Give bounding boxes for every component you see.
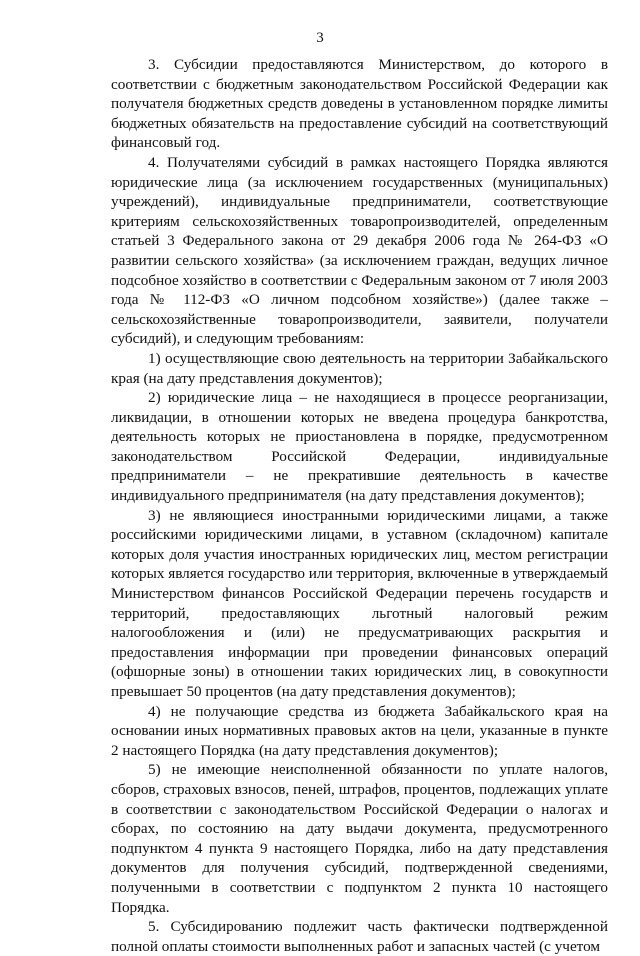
- page-number: 3: [316, 30, 324, 46]
- paragraph-5-subsidized-part: 5. Субсидированию подлежит часть фактически подтвержденной полной оплаты стоимости выполненных работ и запасных частей (с учетом: [111, 918, 608, 955]
- paragraph-3-subsidies-provider: 3. Субсидии предоставляются Министерством, до которого в соответствии с бюджетным законодательством Российской Федерации как получателя бюджетных средств доведены в установленном порядке лимиты бюджетных обязательств на предоставление субсидий на соответствующий финансовый год.: [111, 56, 608, 152]
- document-body: [111, 55, 608, 956]
- requirement-4-no-other-funds: 4) не получающие средства из бюджета Забайкальского края на основании иных нормативных правовых актов на цели, указанные в пункте 2 настоящего Порядка (на дату представления документов);: [111, 702, 608, 759]
- requirement-2-no-reorganization: 2) юридические лица – не находящиеся в процессе реорганизации, ликвидации, в отношении которых не введена процедура банкротства, деятельность которых не приостановлена в порядке, предусмотренном законодательством Российской Федерации, индивидуальные предприниматели – не прекратившие деятельность в качестве индивидуального предпринимателя (на дату представления документов);: [111, 389, 608, 505]
- paragraph-4-recipients: 4. Получателями субсидий в рамках настоящего Порядка являются юридические лица (за исключением государственных (муниципальных) учреждений), индивидуальные предприниматели, соответствующие критериям сельскохозяйственных товаропроизводителей, определенным статьей 3 Федерального закона от 29 декабря 2006 года № 264-ФЗ «О развитии сельского хозяйства» (за исключением граждан, ведущих личное подсобное хозяйство в соответствии с Федеральным законом от 7 июля 2003 года № 112-ФЗ «О личном подсобном хозяйстве») (далее также – сельскохозяйственные товаропроизводители, заявители, получатели субсидий), и следующим требованиям:: [111, 153, 608, 348]
- requirement-5-no-tax-debt: 5) не имеющие неисполненной обязанности по уплате налогов, сборов, страховых взносов, пеней, штрафов, процентов, подлежащих уплате в соответствии с законодательством Российской Федерации о налогах и сборах, по состоянию на дату выдачи документа, предусмотренного подпунктом 4 пункта 9 настоящего Порядка, либо на дату представления документов для получения субсидий, подтвержденной сведениями, полученными в соответствии с подпунктом 2 пункта 10 настоящего Порядка.: [111, 761, 608, 916]
- requirement-1-territory: 1) осуществляющие свою деятельность на территории Забайкальского края (на дату представления документов);: [111, 349, 608, 387]
- requirement-3-not-foreign: 3) не являющиеся иностранными юридическими лицами, а также российскими юридическими лицами, в уставном (складочном) капитале которых доля участия иностранных юридических лиц, местом регистрации которых является государство или территория, включенные в утверждаемый Министерством финансов Российской Федерации перечень государств и территорий, предоставляющих льготный налоговый режим налогообложения и (или) не предусматривающих раскрытия и предоставления информации при проведении финансовых операций (офшорные зоны) в отношении таких юридических лиц, в совокупности превышает 50 процентов (на дату представления документов);: [111, 506, 608, 700]
